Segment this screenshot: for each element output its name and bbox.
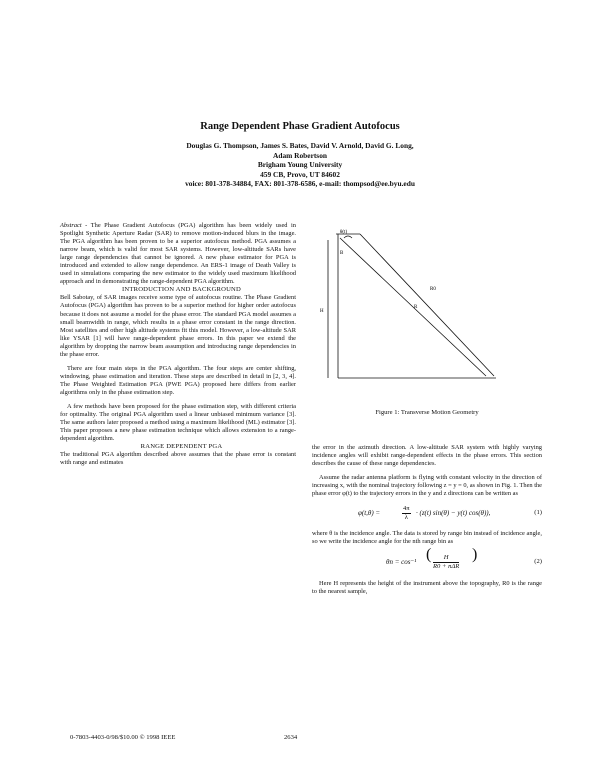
- eq2-numerator: H: [433, 554, 459, 563]
- right-paragraph-3: where θ is the incidence angle. The data is stored by range bin instead of incidence angle, so we write the incidence angle for the nth range bin as: [312, 530, 542, 546]
- eq2-denominator: R0 + nΔR: [433, 563, 460, 571]
- eq2-number: (2): [534, 558, 542, 566]
- eq2-paren-left: (: [426, 546, 432, 564]
- left-column: [60, 222, 296, 467]
- right-paragraph-2: Assume the radar antenna platform is flying with constant velocity in the direction of increasing x, with the nominal trajectory following z = y = 0, as shown in Fig. 1. Then the phase error φ(t) to the trajectory errors in the y and z directions can be written as: [312, 474, 543, 498]
- eq2-fraction: [433, 554, 459, 571]
- right-paragraph-1: the error in the azimuth direction. A low-altitude SAR system with highly varying incidence angles will exhibit range-dependent effects in the phase errors. This section describes the cause of these range dependencies.: [312, 444, 542, 468]
- eq1-number: (1): [534, 509, 542, 517]
- address: 459 CB, Provo, UT 84602: [260, 169, 340, 179]
- equation-2: [312, 546, 542, 577]
- r-label: R: [414, 305, 418, 310]
- range-paragraph-1: The traditional PGA algorithm described above assumes that the phase error is constant with range and estimates: [60, 451, 296, 467]
- paper-title: Range Dependent Phase Gradient Autofocus: [200, 121, 400, 132]
- transverse-motion-figure: [318, 228, 518, 388]
- angle-label: θ(t): [340, 230, 348, 235]
- eq1-lhs: φ(t,θ) =: [358, 509, 381, 518]
- abstract-text: - The Phase Gradient Autofocus (PGA) algorithm has been widely used in Spotlight Synthetic Aperture Radar (SAR) to remove motion-induced blurs in the image. The PGA algorithm has been proven to be a superior autofocus method. PGA assumes a narrow beam, which is valid for most SAR systems. However, low-altitude SARs have large range dependencies that cannot be ignored. A new phase estimator for PGA is introduced and extended to allow range dependence. An ERS-1 image of Death Valley is used in simulations comparing the new estimator to the widely used maximum likelihood approach and in demonstrating the range-dependent PGA algorithm.: [60, 222, 296, 286]
- contact-line: voice: 801-378-34884, FAX: 801-378-6586, e-mail: thompsod@ee.byu.edu: [185, 179, 415, 189]
- h-label: H: [320, 309, 324, 314]
- b-label: B: [340, 251, 344, 256]
- abstract-label: Abstract: [60, 222, 82, 229]
- author-last: Adam Robertson: [273, 150, 327, 160]
- range-line-r: [340, 238, 486, 376]
- range-line-r0: [360, 234, 494, 376]
- section-heading-intro: INTRODUCTION AND BACKGROUND: [122, 286, 241, 294]
- right-column: [312, 444, 542, 596]
- angle-arc: [344, 236, 352, 238]
- eq1-rhs: · (z(t) sin(θ) − y(t) cos(θ)),: [416, 509, 491, 518]
- abstract: [60, 222, 296, 286]
- page-number: 2634: [284, 734, 298, 741]
- section-heading-range: RANGE DEPENDENT PGA: [140, 443, 223, 451]
- intro-paragraph-2: There are four main steps in the PGA algorithm. The four steps are center shifting, windowing, phase estimation and iteration. These steps are described in detail in [2, 3, 4]. The Phase Weighted Estimation PGA (PWE PGA) proposed here differs from earlier algorithms only in the phase estimation step.: [60, 364, 296, 396]
- eq1-numerator: 4π: [402, 505, 411, 514]
- intro-paragraph-1: Bell Sabotay, of SAR images receive some type of autofocus routine. The Phase Gradient Autofocus (PGA) algorithm has proven to be a superior method for higher order autofocus because it does not assume a model for the phase error. The standard PGA model assumes a small beamwidth in range, which results in a phase error constant in the range direction. Most satellites and other high altitude systems fit this model. However, a low-altitude SAR like YSAR [1] will have range-dependent phase errors. In this paper we extend the algorithm by dropping the narrow beam assumption and introducing range dependencies in the phase error.: [60, 294, 296, 358]
- eq1-denominator: λ: [404, 514, 408, 522]
- eq2-lhs: θn = cos⁻¹: [386, 558, 417, 567]
- eq1-fraction: [402, 505, 411, 522]
- figure-caption: Figure 1: Transverse Motion Geometry: [375, 409, 479, 416]
- right-paragraph-4: Here H represents the height of the instrument above the topography, R0 is the range to the nearest sample,: [312, 580, 542, 596]
- r0-label: R0: [430, 287, 436, 292]
- eq2-paren-right: ): [472, 546, 478, 564]
- author-block: [0, 141, 600, 189]
- equation-1: [312, 501, 542, 527]
- copyright-footer: 0-7803-4403-0/98/$10.00 © 1998 IEEE: [70, 734, 176, 741]
- author-names: Douglas G. Thompson, James S. Bates, David V. Arnold, David G. Long,: [186, 141, 414, 150]
- intro-paragraph-3: A few methods have been proposed for the phase estimation step, with different criteria for optimality. The original PGA algorithm used a linear unbiased minimum variance [3]. The same authors later proposed a method using a maximum likelihood (ML) estimator [3]. This paper proposes a new phase estimation technique which allows extension to a range-dependent algorithm.: [60, 402, 296, 443]
- affiliation: Brigham Young University: [257, 160, 343, 170]
